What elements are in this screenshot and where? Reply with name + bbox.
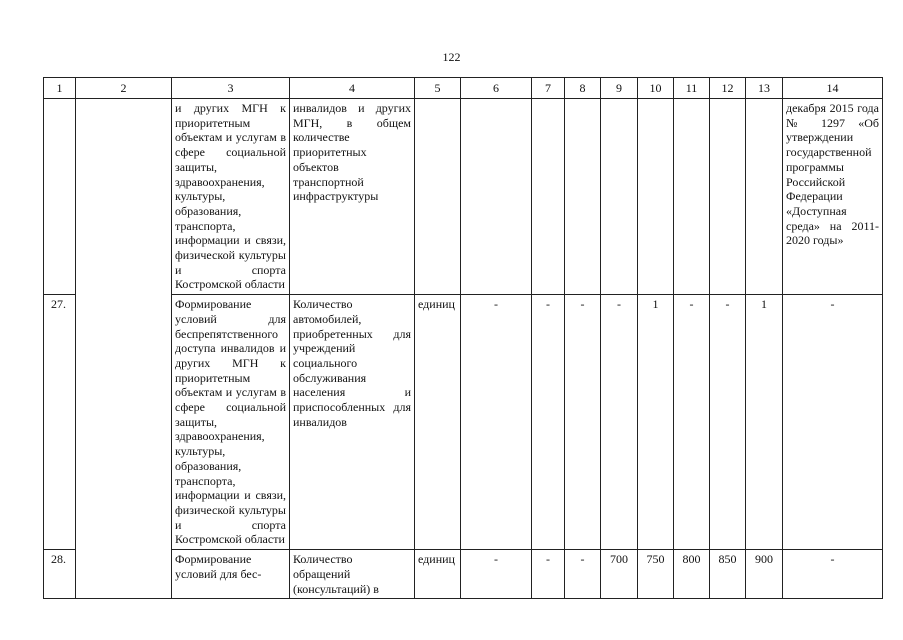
header-cell: 10: [638, 78, 674, 99]
value-cell: -: [674, 295, 710, 550]
basis-cell: -: [783, 550, 883, 599]
unit-cell: [415, 99, 461, 295]
header-cell: 14: [783, 78, 883, 99]
indicator-cell: Количество автомобилей, приобретенных для учреждений социального обслуживания населения и приспособленных для инвалидов: [290, 295, 415, 550]
value-cell: -: [532, 550, 565, 599]
value-cell: [532, 99, 565, 295]
value-cell: 1: [746, 295, 783, 550]
indicator-cell: Количество обращений (консультаций) в: [290, 550, 415, 599]
header-cell: 6: [461, 78, 532, 99]
value-cell: -: [565, 295, 601, 550]
row-number: 28.: [44, 550, 76, 599]
value-cell: -: [461, 295, 532, 550]
value-cell: [461, 99, 532, 295]
value-cell: [710, 99, 746, 295]
value-cell: [601, 99, 638, 295]
measure-cell: Формирование условий для бес-: [172, 550, 290, 599]
value-cell: 750: [638, 550, 674, 599]
value-cell: [638, 99, 674, 295]
unit-cell: единиц: [415, 295, 461, 550]
value-cell: -: [710, 295, 746, 550]
value-cell: 800: [674, 550, 710, 599]
header-cell: 8: [565, 78, 601, 99]
value-cell: 1: [638, 295, 674, 550]
header-cell: 3: [172, 78, 290, 99]
header-cell: 1: [44, 78, 76, 99]
value-cell: -: [601, 295, 638, 550]
merged-cell-col2: [76, 99, 172, 599]
unit-cell: единиц: [415, 550, 461, 599]
indicator-cell: инвалидов и других МГН, в общем количестве приоритетных объектов транспортной инфраструктуры: [290, 99, 415, 295]
value-cell: 700: [601, 550, 638, 599]
value-cell: [565, 99, 601, 295]
basis-cell: декабря 2015 года № 1297 «Об утверждении государственной программы Российской Федерации «Доступная среда» на 2011-2020 годы»: [783, 99, 883, 295]
header-cell: 2: [76, 78, 172, 99]
header-cell: 5: [415, 78, 461, 99]
header-cell: 12: [710, 78, 746, 99]
header-cell: 13: [746, 78, 783, 99]
value-cell: [674, 99, 710, 295]
row-number: 27.: [44, 295, 76, 550]
measure-cell: Формирование условий для беспрепятственного доступа инвалидов и других МГН к приоритетным объектам и услугам в сфере социальной защиты, здравоохранения, культуры, образования, транспорта, информации и связи, физической культуры и спорта Костромской области: [172, 295, 290, 550]
table-header-row: [44, 78, 883, 99]
header-cell: 7: [532, 78, 565, 99]
basis-cell: -: [783, 295, 883, 550]
header-cell: 4: [290, 78, 415, 99]
value-cell: -: [532, 295, 565, 550]
program-indicators-table: [43, 77, 883, 599]
value-cell: -: [461, 550, 532, 599]
value-cell: [746, 99, 783, 295]
value-cell: 850: [710, 550, 746, 599]
table-row: [44, 99, 883, 295]
page-number: 122: [442, 50, 461, 64]
value-cell: -: [565, 550, 601, 599]
value-cell: 900: [746, 550, 783, 599]
header-cell: 9: [601, 78, 638, 99]
header-cell: 11: [674, 78, 710, 99]
measure-cell: и других МГН к приоритетным объектам и услугам в сфере социальной защиты, здравоохранения, культуры, образования, транспорта, информации и связи, физической культуры и спорта Костромской области: [172, 99, 290, 295]
row-number: [44, 99, 76, 295]
